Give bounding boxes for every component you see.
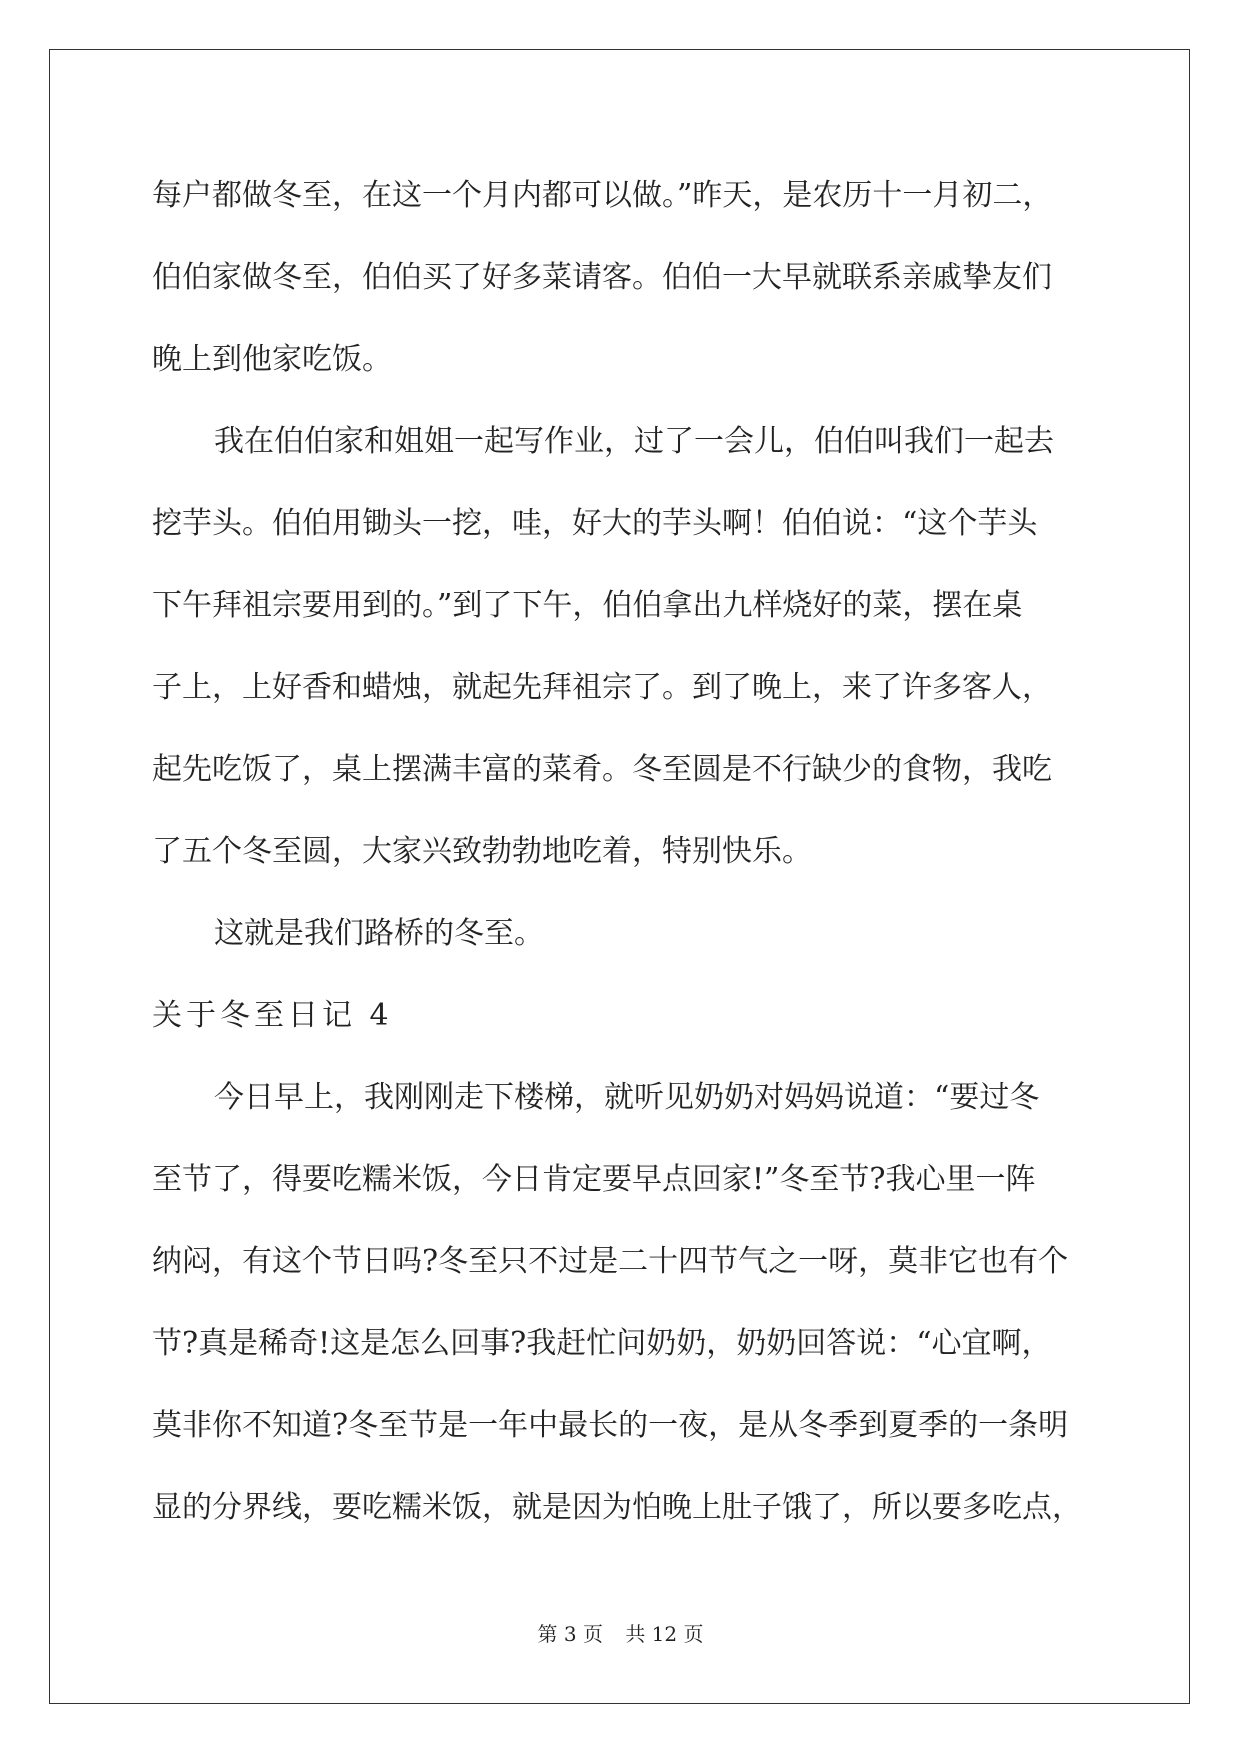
text-line: 纳闷，有这个节日吗?冬至只不过是二十四节气之一呀，莫非它也有个 [152,1244,1069,1279]
text-line: 我在伯伯家和姐姐一起写作业，过了一会儿，伯伯叫我们一起去 [214,424,1054,459]
document-body [152,155,1092,1549]
page-footer [0,1618,1241,1647]
page-number: 第 3 页 [537,1622,603,1646]
text-line: 起先吃饭了，桌上摆满丰富的菜肴。冬至圆是不行缺少的食物，我吃 [152,752,1052,787]
text-line: 节?真是稀奇!这是怎么回事?我赶忙问奶奶，奶奶回答说：“心宜啊， [152,1326,1052,1361]
text-line: 挖芋头。伯伯用锄头一挖，哇，好大的芋头啊！伯伯说：“这个芋头 [152,506,1038,541]
text-line: 莫非你不知道?冬至节是一年中最长的一夜，是从冬季到夏季的一条明 [152,1408,1069,1443]
text-line: 晚上到他家吃饭。 [152,342,392,377]
section-heading: 关于冬至日记 4 [152,998,393,1033]
page-total: 共 12 页 [625,1622,704,1646]
text-line: 了五个冬至圆，大家兴致勃勃地吃着，特别快乐。 [152,834,812,869]
text-line: 至节了，得要吃糯米饭，今日肯定要早点回家!”冬至节?我心里一阵 [152,1162,1036,1197]
text-line: 下午拜祖宗要用到的。”到了下午，伯伯拿出九样烧好的菜，摆在桌 [152,588,1023,623]
text-line: 这就是我们路桥的冬至。 [214,916,544,951]
text-line: 显的分界线，要吃糯米饭，就是因为怕晚上肚子饿了，所以要多吃点， [152,1490,1082,1525]
text-line: 每户都做冬至，在这一个月内都可以做。”昨天，是农历十一月初二， [152,178,1053,213]
text-line: 伯伯家做冬至，伯伯买了好多菜请客。伯伯一大早就联系亲戚挚友们 [152,260,1052,295]
text-line: 今日早上，我刚刚走下楼梯，就听见奶奶对妈妈说道：“要过冬 [214,1080,1040,1115]
text-line: 子上，上好香和蜡烛，就起先拜祖宗了。到了晚上，来了许多客人， [152,670,1052,705]
